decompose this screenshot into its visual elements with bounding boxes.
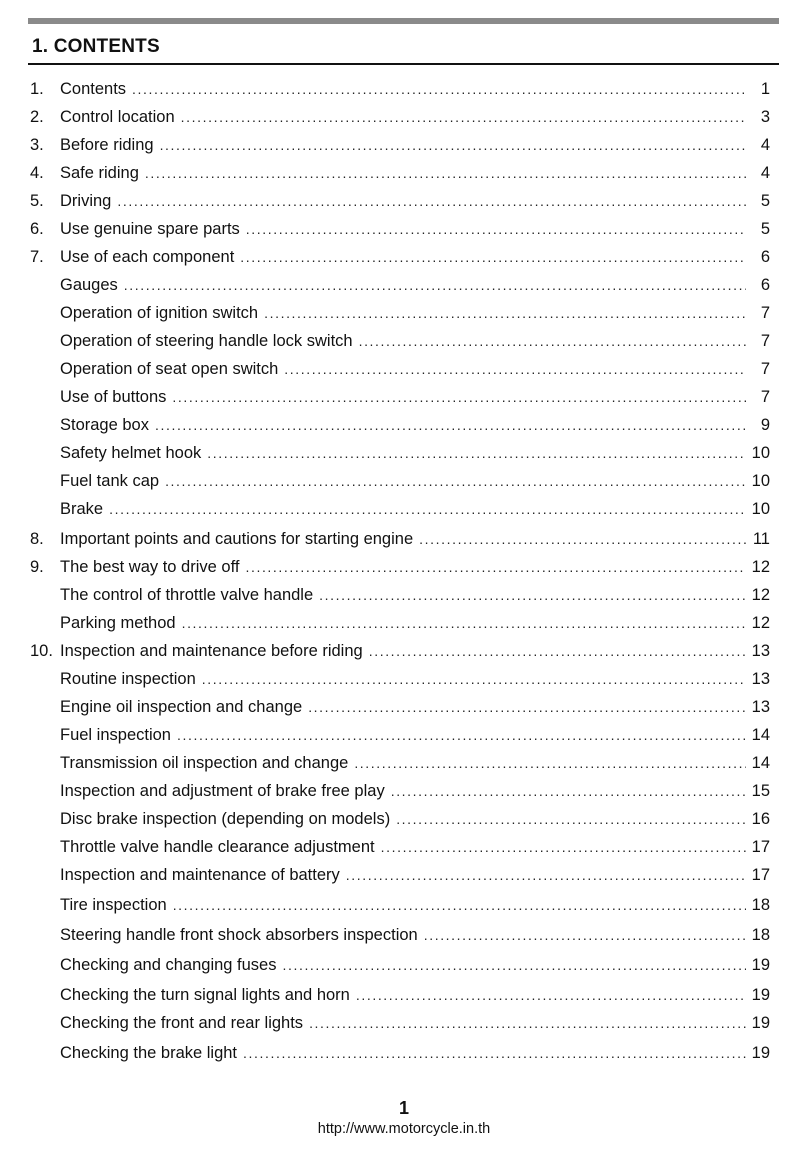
toc-entry-number: 7. xyxy=(30,248,44,266)
dot-leader xyxy=(284,359,746,379)
toc-entry-page: 7 xyxy=(760,360,770,378)
dot-leader xyxy=(243,1043,746,1063)
toc-entry-page: 18 xyxy=(751,926,770,944)
toc-entry-number: 8. xyxy=(30,530,44,548)
toc-entry xyxy=(30,781,770,801)
toc-entry-label: Parking method xyxy=(60,614,176,632)
toc-entry xyxy=(30,499,770,519)
toc-entry xyxy=(30,107,770,127)
toc-entry-label: Operation of steering handle lock switch xyxy=(60,332,353,350)
toc-entry-page: 19 xyxy=(751,986,770,1004)
toc-entry-number: 6. xyxy=(30,220,44,238)
toc-entry xyxy=(30,191,770,211)
dot-leader xyxy=(308,697,746,717)
toc-entry xyxy=(30,985,770,1005)
toc-entry-page: 13 xyxy=(751,670,770,688)
dot-leader xyxy=(109,499,746,519)
toc-entry-label: Fuel tank cap xyxy=(60,472,160,490)
toc-entry-label: Tire inspection xyxy=(60,896,167,914)
dot-leader xyxy=(240,247,746,267)
toc-entry-page: 5 xyxy=(760,192,770,210)
dot-leader xyxy=(391,781,746,801)
toc-entry-label: Storage box xyxy=(60,416,149,434)
toc-entry-page: 19 xyxy=(751,1014,770,1032)
toc-entry-label: Transmission oil inspection and change xyxy=(60,754,349,772)
toc-entry xyxy=(30,725,770,745)
toc-entry-page: 13 xyxy=(751,642,770,660)
dot-leader xyxy=(172,387,746,407)
toc-entry-page: 4 xyxy=(760,164,770,182)
toc-entry-label: Operation of ignition switch xyxy=(60,304,259,322)
dot-leader xyxy=(181,107,746,127)
toc-entry-number: 3. xyxy=(30,136,44,154)
toc-entry xyxy=(30,387,770,407)
toc-entry-number: 4. xyxy=(30,164,44,182)
toc-entry-label: Checking and changing fuses xyxy=(60,956,277,974)
toc-entry xyxy=(30,557,770,577)
toc-entry-page: 7 xyxy=(760,388,770,406)
toc-entry xyxy=(30,837,770,857)
toc-entry-page: 12 xyxy=(751,586,770,604)
dot-leader xyxy=(369,641,746,661)
toc-entry-label: Inspection and maintenance before riding xyxy=(60,642,363,660)
dot-leader xyxy=(173,895,746,915)
toc-entry xyxy=(30,275,770,295)
dot-leader xyxy=(419,529,746,549)
toc-entry-label: Checking the turn signal lights and horn xyxy=(60,986,350,1004)
dot-leader xyxy=(359,331,746,351)
toc-entry-page: 16 xyxy=(751,810,770,828)
dot-leader xyxy=(396,809,746,829)
toc-entry-number: 2. xyxy=(30,108,44,126)
toc-entry-page: 7 xyxy=(760,304,770,322)
toc-entry xyxy=(30,163,770,183)
dot-leader xyxy=(246,219,746,239)
toc-entry xyxy=(30,303,770,323)
toc-entry-label: Use genuine spare parts xyxy=(60,220,240,238)
toc-entry-page: 19 xyxy=(751,956,770,974)
toc-entry xyxy=(30,641,770,661)
toc-entry-page: 5 xyxy=(760,220,770,238)
toc-entry xyxy=(30,613,770,633)
toc-entry-label: Use of buttons xyxy=(60,388,167,406)
toc-entry-page: 10 xyxy=(751,472,770,490)
toc-entry-label: Throttle valve handle clearance adjustment xyxy=(60,838,375,856)
toc-entry xyxy=(30,529,770,549)
dot-leader xyxy=(177,725,746,745)
toc-entry xyxy=(30,697,770,717)
toc-entry-label: Contents xyxy=(60,80,127,98)
toc-entry xyxy=(30,1043,770,1063)
dot-leader xyxy=(381,837,746,857)
dot-leader xyxy=(319,585,746,605)
dot-leader xyxy=(264,303,746,323)
toc-entry xyxy=(30,753,770,773)
dot-leader xyxy=(132,79,746,99)
toc-entry xyxy=(30,925,770,945)
toc-entry xyxy=(30,79,770,99)
toc-entry-label: Safe riding xyxy=(60,164,139,182)
dot-leader xyxy=(424,925,746,945)
toc-entry xyxy=(30,331,770,351)
toc-entry-label: Inspection and adjustment of brake free play xyxy=(60,782,385,800)
dot-leader xyxy=(117,191,746,211)
dot-leader xyxy=(282,955,746,975)
toc-entry-label: Engine oil inspection and change xyxy=(60,698,303,716)
toc-entry xyxy=(30,809,770,829)
toc-entry xyxy=(30,669,770,689)
dot-leader xyxy=(165,471,746,491)
dot-leader xyxy=(309,1013,746,1033)
toc-entry xyxy=(30,415,770,435)
page-number: 1 xyxy=(398,1098,409,1118)
toc-entry-page: 6 xyxy=(760,276,770,294)
toc-entry-page: 3 xyxy=(760,108,770,126)
toc-entry xyxy=(30,135,770,155)
toc-entry-page: 18 xyxy=(751,896,770,914)
dot-leader xyxy=(155,415,746,435)
toc-entry-page: 14 xyxy=(751,726,770,744)
toc-entry-page: 10 xyxy=(751,444,770,462)
toc-entry-label: Before riding xyxy=(60,136,154,154)
toc-entry-page: 1 xyxy=(760,80,770,98)
footer-url: http://www.motorcycle.in.th xyxy=(317,1121,491,1137)
toc-entry-page: 19 xyxy=(751,1044,770,1062)
toc-entry-page: 14 xyxy=(751,754,770,772)
header-bar xyxy=(28,18,779,24)
toc-entry-label: The best way to drive off xyxy=(60,558,240,576)
toc-entry-label: Disc brake inspection (depending on models) xyxy=(60,810,391,828)
toc-entry-label: The control of throttle valve handle xyxy=(60,586,314,604)
toc-entry-label: Brake xyxy=(60,500,104,518)
toc-entry-page: 11 xyxy=(752,530,770,548)
toc-entry-label: Use of each component xyxy=(60,248,235,266)
toc-entry xyxy=(30,471,770,491)
toc-entry-page: 4 xyxy=(760,136,770,154)
toc-entry-label: Driving xyxy=(60,192,112,210)
dot-leader xyxy=(182,613,746,633)
dot-leader xyxy=(202,669,746,689)
toc-entry-number: 9. xyxy=(30,558,44,576)
toc-entry-page: 7 xyxy=(760,332,770,350)
toc-entry-number: 1. xyxy=(30,80,44,98)
title-rule xyxy=(28,63,779,65)
page-title: 1. CONTENTS xyxy=(32,36,160,57)
toc-entry-label: Routine inspection xyxy=(60,670,196,688)
toc-entry xyxy=(30,219,770,239)
toc-entry-label: Fuel inspection xyxy=(60,726,171,744)
toc-entry-page: 17 xyxy=(751,838,770,856)
toc-entry-label: Control location xyxy=(60,108,175,126)
dot-leader xyxy=(356,985,746,1005)
toc-entry xyxy=(30,955,770,975)
toc-entry-page: 15 xyxy=(751,782,770,800)
toc-entry xyxy=(30,443,770,463)
dot-leader xyxy=(245,557,746,577)
toc-entry xyxy=(30,585,770,605)
dot-leader xyxy=(160,135,746,155)
toc-entry-label: Steering handle front shock absorbers inspection xyxy=(60,926,418,944)
toc-entry-label: Checking the front and rear lights xyxy=(60,1014,304,1032)
toc-entry-page: 17 xyxy=(751,866,770,884)
toc-entry-page: 6 xyxy=(760,248,770,266)
toc-entry xyxy=(30,359,770,379)
toc-entry-label: Operation of seat open switch xyxy=(60,360,279,378)
toc-entry-label: Checking the brake light xyxy=(60,1044,238,1062)
toc-entry-label: Safety helmet hook xyxy=(60,444,202,462)
toc-entry-number: 10. xyxy=(30,642,53,660)
dot-leader xyxy=(145,163,746,183)
dot-leader xyxy=(354,753,746,773)
toc-entry-label: Important points and cautions for starting engine xyxy=(60,530,414,548)
toc-entry xyxy=(30,895,770,915)
toc-entry-page: 10 xyxy=(751,500,770,518)
toc-entry xyxy=(30,865,770,885)
toc-entry-page: 13 xyxy=(751,698,770,716)
dot-leader xyxy=(346,865,746,885)
toc-entry-page: 9 xyxy=(760,416,770,434)
toc-entry-label: Gauges xyxy=(60,276,118,294)
toc-entry-page: 12 xyxy=(751,614,770,632)
toc-entry-page: 12 xyxy=(751,558,770,576)
dot-leader xyxy=(124,275,746,295)
toc-entry xyxy=(30,1013,770,1033)
toc-entry-label: Inspection and maintenance of battery xyxy=(60,866,340,884)
toc-entry-number: 5. xyxy=(30,192,44,210)
toc-entry xyxy=(30,247,770,267)
dot-leader xyxy=(207,443,746,463)
